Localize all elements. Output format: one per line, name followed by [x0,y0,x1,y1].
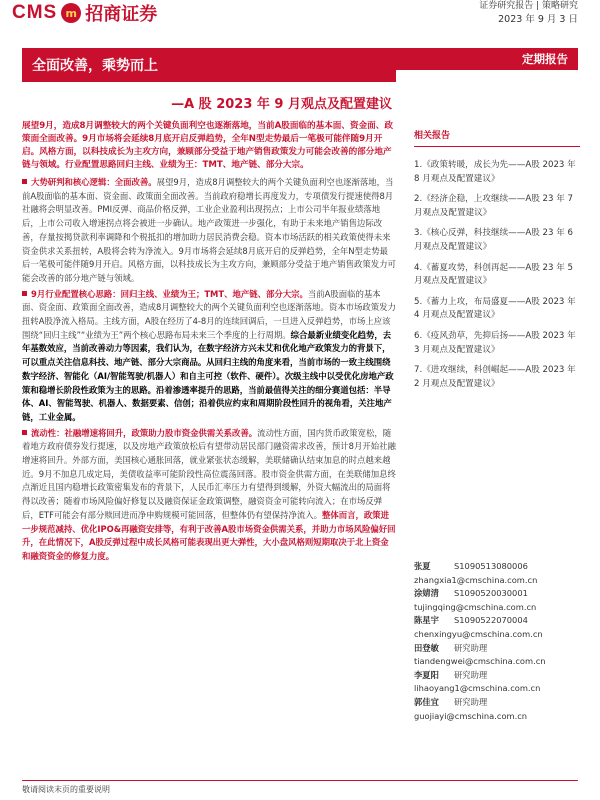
report-type-badge: 定期报告 [396,48,578,70]
related-report-item[interactable]: 5.《蓄力上攻，布局盛夏——A股 2023 年 4 月观点及配置建议》 [414,296,576,321]
analyst-email[interactable]: tiandengwei@cmschina.com.cn [414,656,546,667]
header-meta [479,0,578,26]
analyst-email[interactable]: tujingqing@cmschina.com.cn [414,601,537,612]
section-industry [22,288,396,425]
analyst-entry [414,614,580,641]
analyst-id: S1090520030001 [454,588,528,599]
footer-disclaimer: 敬请阅读末页的重要说明 [22,785,110,794]
section-body: 流动性方面，国内货币政策宽松，随着地方政府债券发行提速，以及房地产政策放松后有望带动居民部门融资需求改善，预计8月开始社融增速将回升。外部方面，美国核心通胀回落，就业紧张状态缓解，美联储确认结束加息的时点越来越近。9月不加息几成定局，美债收益率可能阶段性高位震荡回落。股市资金供需方面，在美联储加息终点渐近且国内稳增长政策密集发布的背景下，人民币汇率压力有望得到缓解，外资大幅流出的局面将得以改善；随着市场风险偏好修复以及融资保证金政策调整，融资资金可能转向流入；在市场反弹后，ETF可能会有部分赎回进而净申购规模可能回落，但整体仍有望保持净流入。 [22,427,396,520]
analyst-name: 郭佳宜 [414,696,439,707]
section-body: 展望9月，造成8月调整较大的两个关键负面利空也逐渐落地，当前A股面临的基本面、资金面、政策面全面改善。当前政府稳增长再度发力，专项债发行提速使得8月社融将会明显改善。PMI反弹、商品价格反弹，工业企业盈利出现拐点；上市公司半年报业绩落地后，上市公司收入增速拐点将会被进一步确认。地产政策进一步强化，有助于未来地产销售边际改善，存量按揭贷款利率调降和个税抵扣的增加助力居民消费会稳。资本市场活跃的相关政策使得未来资金供求关系扭转，A股将会转为净流入。9月市场将会延续8月底开启的反弹趋势，全年N型走势最后一笔极可能伴随9月开启。风格方面，以科技成长为主攻方向，兼顾部分受益于地产销售政策发力可能会改善的部分地产链与领域。 [22,177,396,283]
related-report-item[interactable]: 6.《疫风劲草，先抑后扬——A股 2023 年 3 月观点及配置建议》 [414,330,576,355]
section-liquidity [22,427,396,564]
report-category: 证券研究报告 | 策略研究 [479,1,578,11]
bullet-square-icon [22,179,27,184]
analyst-email[interactable]: chenxingyu@cmschina.com.cn [414,628,543,639]
related-reports-label: 相关报告 [414,128,580,147]
main-content [22,120,396,566]
analyst-entry [414,642,580,669]
analyst-id: S1090513080006 [454,561,528,571]
analyst-id: S1090522070004 [454,615,528,626]
related-report-item[interactable]: 7.《进攻继续，科创崛起——A股 2023 年 2 月观点及配置建议》 [414,365,576,389]
related-report-item[interactable]: 1.《政策转暖，成长为先——A股 2023 年 8 月观点及配置建议》 [414,160,576,184]
analyst-name: 涂婧清 [414,588,439,599]
analyst-entry [414,696,580,723]
sidebar [414,76,580,398]
related-report-item[interactable]: 2.《经济企稳，上攻继续——A股 23 年 7 月观点及配置建议》 [414,194,573,218]
cms-logo [12,0,157,26]
analyst-entry [414,669,580,696]
section-trend [22,176,396,286]
section-heading: 9月行业配置核心思路：回归主线、业绩为王；TMT、地产链、部分大宗。 [31,288,308,299]
analyst-name: 田登敏 [414,642,439,653]
logo-mark-icon: m [61,3,81,23]
logo-text-en: CMS [12,2,58,23]
analyst-name: 李夏阳 [414,669,439,680]
section-emphasis: 综合最新业绩变化趋势，去年基数效应，当前改善动力等因素，我们认为，在数字经济方兴未艾和优化地产政策发力的背景下，可以重点关注信息科技、地产链、部分大宗商品。从回归主线的角度来看，当前市场的一致主线围绕数字经济、智能化（AI/智能驾驶/机器人）和自主可控（软件、硬件）。次级主线中以受优化房地产政策和稳增长阶段性政策为主的思路。沿着渗透率提升的思路，当前最值得关注的细分赛道包括：半导体、AI、智能驾驶、机器人、数据要素、信创；沿着供应约束和周期阶段性回升的视角看，关注地产链，工业金属。 [22,329,394,422]
footer-divider [22,780,578,781]
related-reports-list [414,159,580,391]
bullet-square-icon [22,291,27,296]
report-title: 全面改善，乘势而上 [22,48,396,82]
report-subtitle: —A 股 2023 年 9 月观点及配置建议 [171,97,392,112]
section-heading: 大势研判和核心逻辑：全面改善。 [31,177,157,187]
bullet-square-icon [22,430,27,435]
analyst-name: 张夏 [414,561,431,571]
analyst-name: 陈星宇 [414,615,439,626]
section-heading: 流动性：社融增速将回升，政策助力股市资金供需关系改善。 [31,427,258,438]
analyst-email[interactable]: lihaoyang1@cmschina.com.cn [414,683,541,694]
analyst-id: 研究助理 [454,669,488,680]
analyst-email[interactable]: zhangxia1@cmschina.com.cn [414,574,538,585]
section-body: 当前A股面临的基本面、资金面、政策面全面改善，造成8月调整较大的两个关键负面利空也逐渐落地。资本市场政策发力扭转A股净流入格局。主线方面，A股在经历了4-8月的连续回调后，一旦进入反弹趋势，市场上应该围绕“回归主线”“业绩为王”两个核心思路布局未来三个季度的上行周期。 [22,288,396,340]
related-report-item[interactable]: 3.《核心反弹，科技继续——A股 23 年 6 月观点及配置建议》 [414,228,573,252]
analyst-entry [414,587,580,614]
abstract: 展望9月，造成8月调整较大的两个关键负面利空也逐渐落地，当前A股面临的基本面、资金面、政策面全面改善。9月市场将会延续8月底开启反弹趋势，全年N型走势最后一笔极可能伴随9月开启。风格方面，以科技成长为主攻方向，兼顾部分受益于地产销售政策发力可能会改善的部分地产链与领域。行业配置思路回归主线、业绩为王：TMT、地产链、部分大宗。 [22,121,393,170]
section-emphasis: 整体而言，政策进一步规范减持、优化IPO&再融资安排等，有利于改善A股市场资金供需关系，并助力市场风险偏好回升，在此情况下，A股反弹过程中成长风格可能表现出更大弹性，大小盘风格则短期取决于北上资金和融资资金的修复力度。 [22,509,396,561]
analyst-entry [414,560,580,587]
analyst-id: 研究助理 [454,642,488,653]
analyst-id: 研究助理 [454,696,488,707]
report-date: 2023 年 9 月 3 日 [498,14,578,25]
analyst-email[interactable]: guojiayi@cmschina.com.cn [414,710,528,721]
related-report-item[interactable]: 4.《蓄夏攻势，科创再起——A股 23 年 5 月观点及配置建议》 [414,262,573,287]
analyst-list [414,560,580,723]
logo-text-cn: 招商证券 [85,4,158,25]
